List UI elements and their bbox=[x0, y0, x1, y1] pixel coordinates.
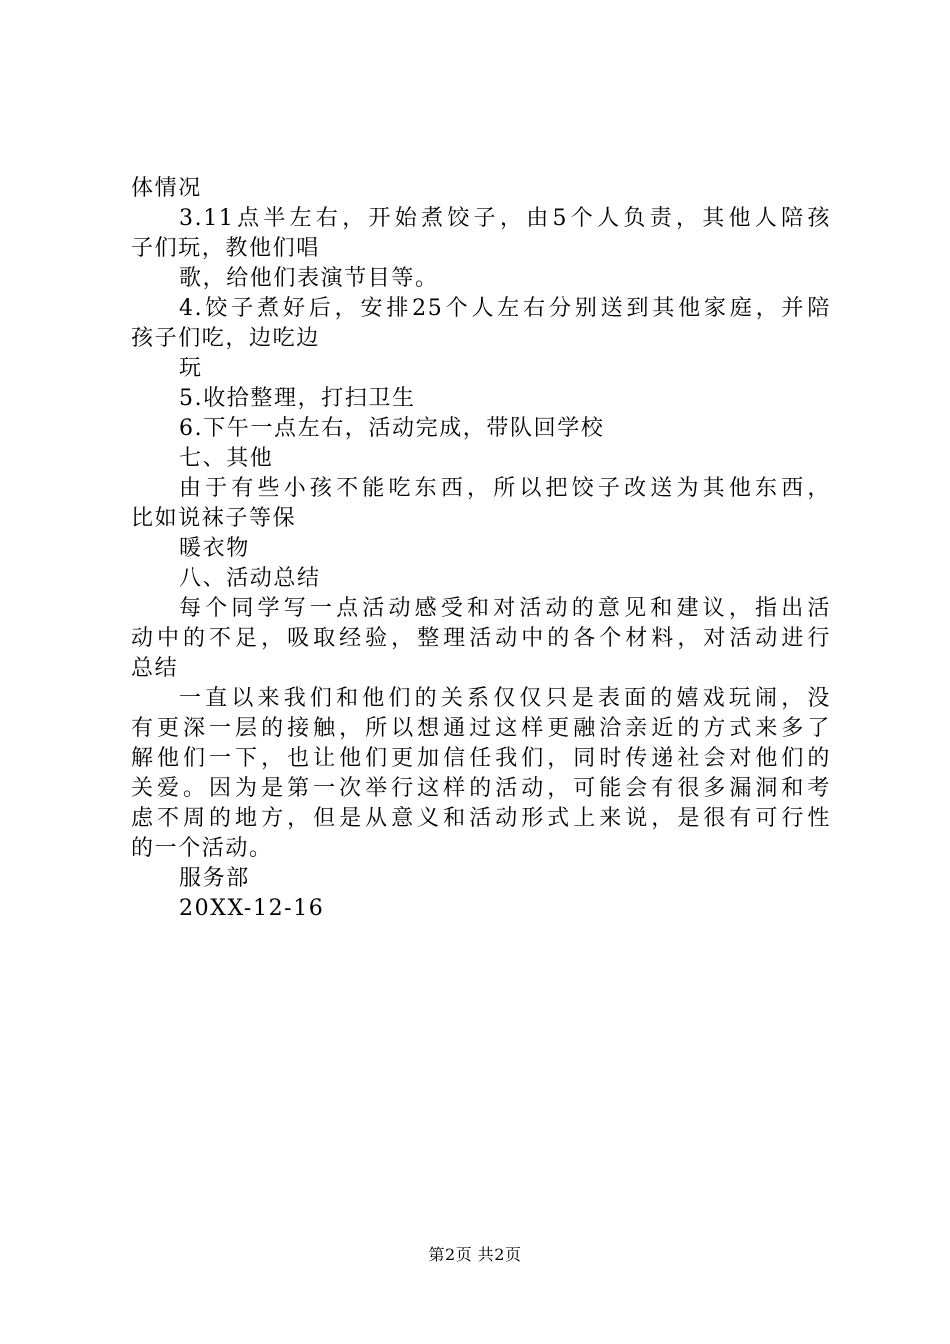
text-line: 玩 bbox=[179, 356, 203, 381]
text-line: 虑不周的地方，但是从意义和活动形式上来说，是很有可行性 bbox=[131, 806, 831, 831]
signature-date: 20XX-12-16 bbox=[179, 896, 325, 921]
text-line: 歌，给他们表演节目等。 bbox=[179, 266, 439, 291]
text-line: 4.饺子煮好后，安排25个人左右分别送到其他家庭，并陪 bbox=[179, 296, 831, 321]
text-line: 每个同学写一点活动感受和对活动的意见和建议，指出活 bbox=[179, 596, 831, 621]
section-heading: 八、活动总结 bbox=[179, 566, 321, 591]
text-line: 5.收拾整理，打扫卫生 bbox=[179, 386, 416, 411]
text-line: 比如说袜子等保 bbox=[131, 506, 297, 531]
text-line: 孩子们吃，边吃边 bbox=[131, 326, 320, 351]
section-heading: 七、其他 bbox=[179, 446, 274, 471]
text-line: 3.11点半左右，开始煮饺子，由5个人负责，其他人陪孩 bbox=[179, 206, 831, 231]
text-line: 总结 bbox=[131, 656, 179, 681]
signature-department: 服务部 bbox=[179, 866, 250, 891]
page-number-footer: 第2页 共2页 bbox=[428, 1245, 522, 1264]
text-line: 解他们一下，也让他们更加信任我们，同时传递社会对他们的 bbox=[131, 746, 831, 771]
text-line: 由于有些小孩不能吃东西，所以把饺子改送为其他东西， bbox=[179, 476, 831, 501]
text-line: 6.下午一点左右，活动完成，带队回学校 bbox=[179, 416, 605, 441]
text-line: 一直以来我们和他们的关系仅仅只是表面的嬉戏玩闹，没 bbox=[179, 686, 831, 711]
text-line: 的一个活动。 bbox=[131, 836, 273, 861]
text-line: 动中的不足，吸取经验，整理活动中的各个材料，对活动进行 bbox=[131, 626, 831, 651]
text-line: 体情况 bbox=[131, 176, 202, 201]
text-line: 子们玩，教他们唱 bbox=[131, 236, 320, 261]
text-line: 关爱。因为是第一次举行这样的活动，可能会有很多漏洞和考 bbox=[131, 776, 831, 801]
document-body bbox=[131, 174, 831, 924]
text-line: 有更深一层的接触，所以想通过这样更融洽亲近的方式来多了 bbox=[131, 716, 831, 741]
text-line: 暖衣物 bbox=[179, 536, 250, 561]
